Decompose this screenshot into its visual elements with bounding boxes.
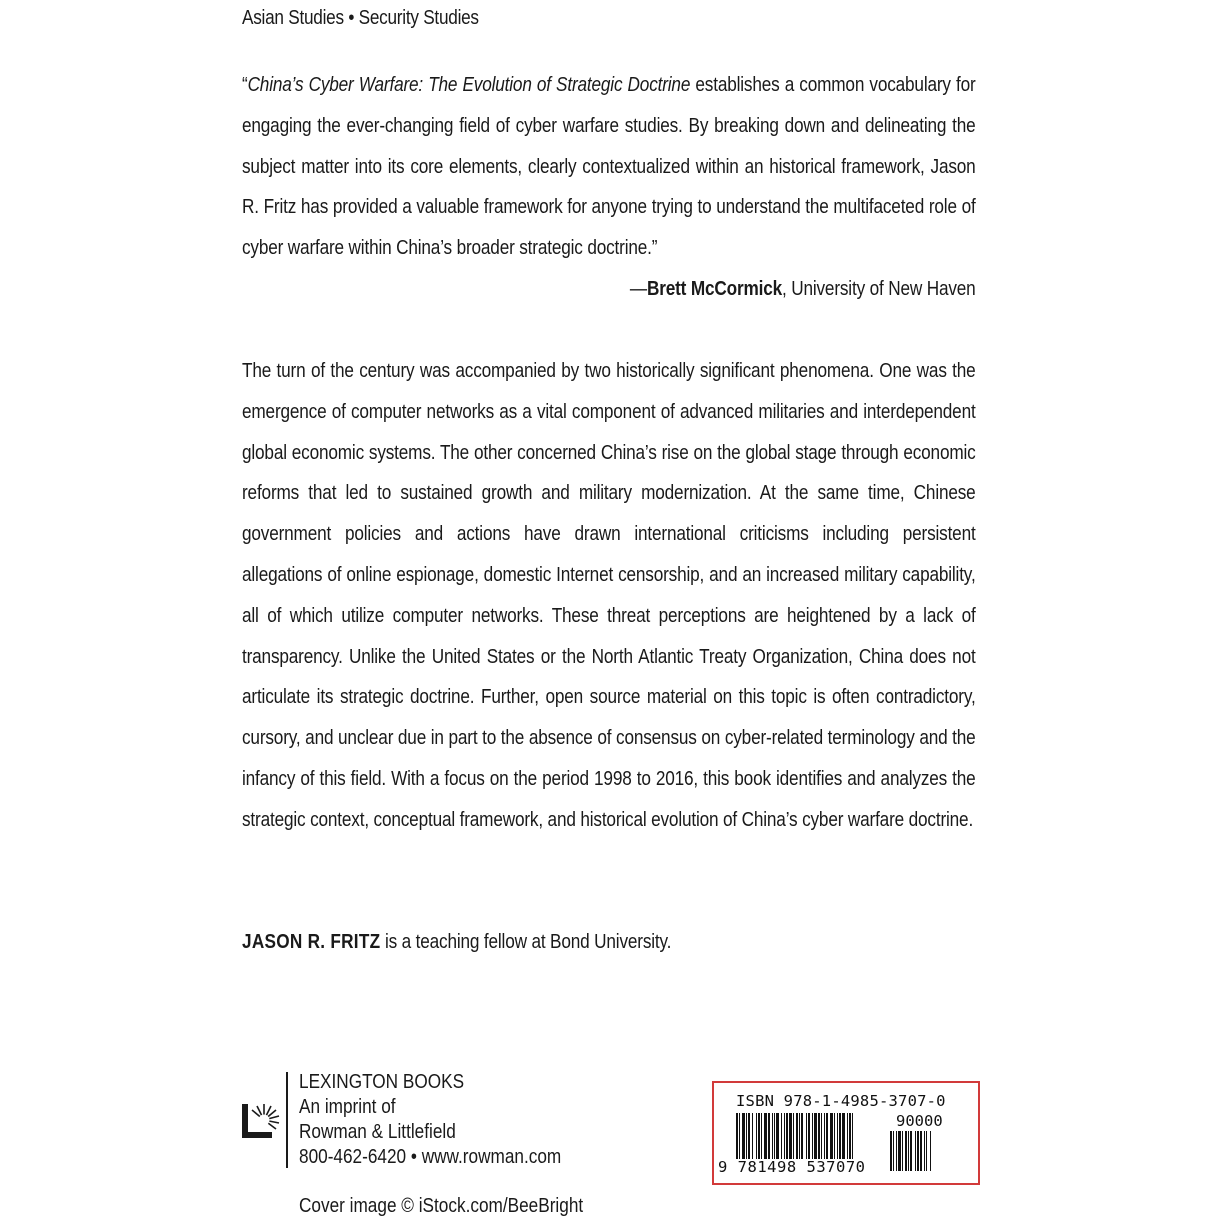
- endorser-affiliation: , University of New Haven: [781, 277, 976, 300]
- endorsement-quote: [242, 65, 976, 269]
- author-bio: [242, 922, 976, 963]
- isbn-number: ISBN 978-1-4985-3707-0: [736, 1092, 946, 1110]
- isbn-barcode: [712, 1081, 980, 1185]
- publisher-info: [299, 1070, 561, 1170]
- cover-credit: Cover image © iStock.com/BeeBright: [299, 1195, 584, 1217]
- publisher-name: LEXINGTON BOOKS: [299, 1071, 465, 1093]
- price-code: 90000: [896, 1112, 943, 1130]
- endorsement-attribution: [242, 269, 976, 310]
- endorser-name: Brett McCormick: [646, 277, 782, 300]
- book-description: [242, 351, 976, 841]
- publisher-parent: Rowman & Littlefield: [299, 1121, 456, 1143]
- ean-digits: 9 781498 537070: [718, 1158, 866, 1176]
- publisher-divider: [286, 1072, 288, 1168]
- endorsement-blurb: [242, 65, 976, 310]
- book-title: China’s Cyber Warfare: The Evolution of Strategic Doctrine: [247, 74, 691, 96]
- bio-text: is a teaching fellow at Bond University.: [380, 931, 672, 953]
- attribution-dash: —: [629, 277, 647, 300]
- publisher-logo-icon: [242, 1098, 280, 1140]
- description-text: The turn of the century was accompanied by two historically significant phenomena. One was the emergence of computer networks as a vital component of advanced militaries and interdependent global economic systems. The other concerned China’s rise on the global stage through economic reforms that led to sustained growth and military modernization. At the same time, Chinese government policies and actions have drawn international criticisms including persistent allegations of online espionage, domestic Internet censorship, and an increased military capability, all of which utilize computer networks. These threat perceptions are heightened by a lack of transparency. Unlike the United States or the North Atlantic Treaty Organization, China does not articulate its strategic doctrine. Further, open source material on this topic is often contradictory, cursory, and unclear due in part to the absence of consensus on cyber-related terminology and the infancy of this field. With a focus on the period 1998 to 2016, this book identifies and analyzes the strategic context, conceptual framework, and historical evolution of China’s cyber warfare doctrine.: [242, 360, 976, 831]
- publisher-contact: 800-462-6420 • www.rowman.com: [299, 1146, 562, 1168]
- subject-categories: Asian Studies • Security Studies: [242, 7, 479, 29]
- author-name: JASON R. FRITZ: [242, 931, 381, 953]
- quote-text: establishes a common vocabulary for engaging the ever-changing field of cyber warfare studies. By breaking down and delineating the subject matter into its core elements, clearly contextualized within an historical framework, Jason R. Fritz has provided a valuable framework for anyone trying to understand the multifaceted role of cyber warfare within China’s broader strategic doctrine.”: [242, 74, 976, 260]
- open-quote: “: [242, 74, 248, 96]
- publisher-imprint: An imprint of: [299, 1096, 396, 1118]
